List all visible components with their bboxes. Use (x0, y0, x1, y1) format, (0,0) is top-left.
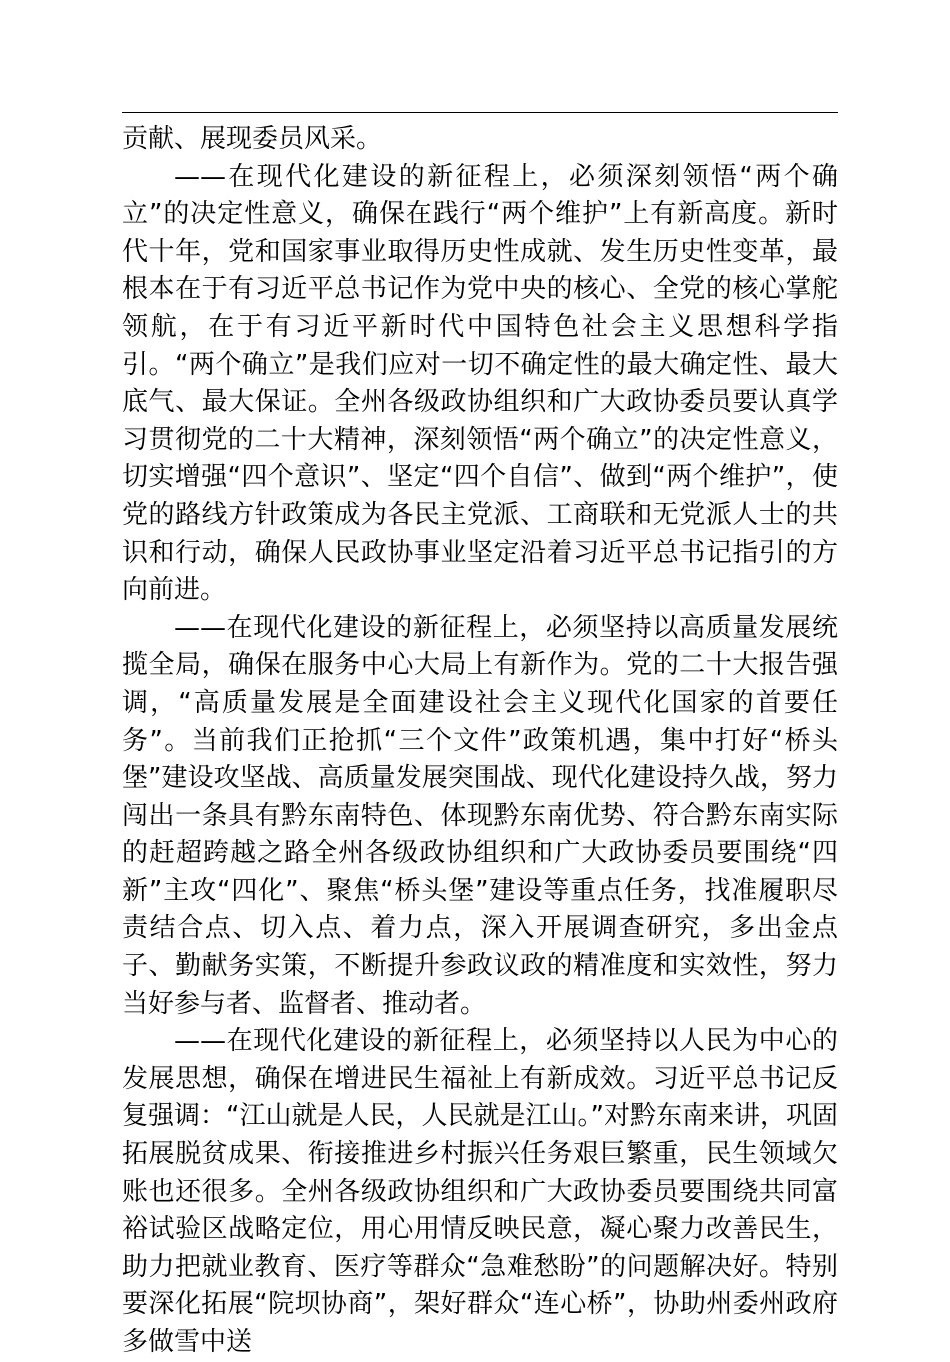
header-divider (122, 112, 838, 113)
paragraph-continuation: 贡献、展现委员风采。 (122, 124, 383, 154)
paragraph-two-establishments: ——在现代化建设的新征程上，必须深刻领悟“两个确立”的决定性意义，确保在践行“两个维护”上有新高度。新时代十年，党和国家事业取得历史性成就、发生历史性变革，最根本在于有习近平总书记作为党中央的核心、全党的核心掌舵领航，在于有习近平新时代中国特色社会主义思想科学指引。“两个确立”是我们应对一切不确定性的最大确定性、最大底气、最大保证。全州各级政协组织和广大政协委员要认真学习贯彻党的二十大精神，深刻领悟“两个确立”的决定性意义，切实增强“四个意识”、坚定“四个自信”、做到“两个维护”，使党的路线方针政策成为各民主党派、工商联和无党派人士的共识和行动，确保人民政协事业坚定沿着习近平总书记指引的方向前进。 (122, 161, 838, 606)
document-body (122, 121, 838, 1362)
paragraph-high-quality-development: ——在现代化建设的新征程上，必须坚持以高质量发展统揽全局，确保在服务中心大局上有新作为。党的二十大报告强调，“高质量发展是全面建设社会主义现代化国家的首要任务”。当前我们正抢抓“三个文件”政策机遇，集中打好“桥头堡”建设攻坚战、高质量发展突围战、现代化建设持久战，努力闯出一条具有黔东南特色、体现黔东南优势、符合黔东南实际的赶超跨越之路全州各级政协组织和广大政协委员要围绕“四新”主攻“四化”、聚焦“桥头堡”建设等重点任务，找准履职尽责结合点、切入点、着力点，深入开展调查研究，多出金点子、勤献务实策，不断提升参政议政的精准度和实效性，努力当好参与者、监督者、推动者。 (122, 612, 838, 1019)
paragraph-people-centered: ——在现代化建设的新征程上，必须坚持以人民为中心的发展思想，确保在增进民生福祉上有新成效。习近平总书记反复强调：“江山就是人民，人民就是江山。”对黔东南来讲，巩固拓展脱贫成果、衔接推进乡村振兴任务艰巨繁重，民生领域欠账也还很多。全州各级政协组织和广大政协委员要围绕共同富裕试验区战略定位，用心用情反映民意，凝心聚力改善民生，助力把就业教育、医疗等群众“急难愁盼”的问题解决好。特别要深化拓展“院坝协商”，架好群众“连心桥”，协助州委州政府多做雪中送 (122, 1026, 838, 1357)
